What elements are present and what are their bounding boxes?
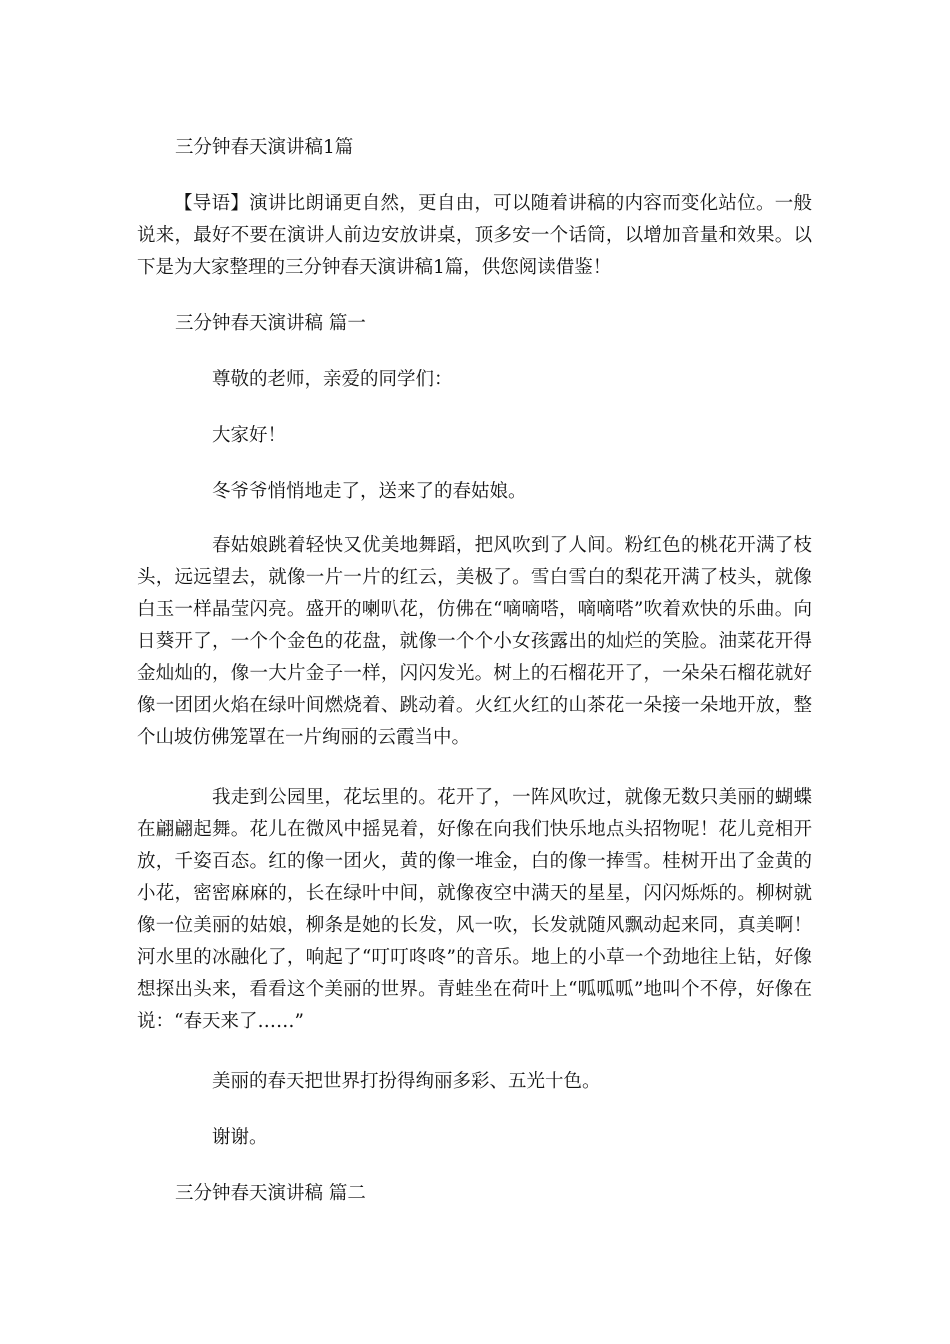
paragraph-winter-leaves: 冬爷爷悄悄地走了，送来了的春姑娘。 <box>212 481 527 502</box>
paragraph-park-walk: 我走到公园里，花坛里的。花开了，一阵风吹过，就像无数只美丽的蝴蝶在翩翩起舞。花儿在微风中摇晃着，好像在向我们快乐地点头招物呢！花儿竞相开放，千姿百态。红的像一团火，黄的像一堆金，白的像一捧雪。桂树开出了金黄的小花，密密麻麻的，长在绿叶中间，就像夜空中满天的星星，闪闪烁烁的。柳树就像一位美丽的姑娘，柳条是她的长发，风一吹，长发就随风飘动起来同，真美啊！河水里的冰融化了，响起了“叮叮咚咚”的音乐。地上的小草一个劲地往上钻，好像想探出头来，看看这个美丽的世界。青蛙坐在荷叶上“呱呱呱”地叫个不停，好像在说：“春天来了……” <box>137 787 812 1032</box>
section-one-heading: 三分钟春天演讲稿 篇一 <box>175 313 366 334</box>
greeting: 大家好！ <box>212 425 287 446</box>
document-title: 三分钟春天演讲稿1篇 <box>175 137 354 158</box>
salutation: 尊敬的老师，亲爱的同学们： <box>212 369 453 390</box>
section-two-heading: 三分钟春天演讲稿 篇二 <box>175 1183 366 1204</box>
paragraph-colorful-spring: 美丽的春天把世界打扮得绚丽多彩、五光十色。 <box>212 1071 601 1092</box>
intro-paragraph: 【导语】演讲比朗诵更自然，更自由，可以随着讲稿的内容而变化站位。一般说来，最好不要在演讲人前边安放讲桌，顶多安一个话筒，以增加音量和效果。以下是为大家整理的三分钟春天演讲稿1篇，供您阅读借鉴！ <box>137 193 812 278</box>
closing-thanks: 谢谢。 <box>212 1127 268 1148</box>
paragraph-spring-flowers: 春姑娘跳着轻快又优美地舞蹈，把风吹到了人间。粉红色的桃花开满了枝头，远远望去，就像一片一片的红云，美极了。雪白雪白的梨花开满了枝头，就像白玉一样晶莹闪亮。盛开的喇叭花，仿佛在“嘀嘀嗒，嘀嘀嗒”吹着欢快的乐曲。向日葵开了，一个个金色的花盘，就像一个个小女孩露出的灿烂的笑脸。油菜花开得金灿灿的，像一大片金子一样，闪闪发光。树上的石榴花开了，一朵朵石榴花就好像一团团火焰在绿叶间燃烧着、跳动着。火红火红的山茶花一朵接一朵地开放，整个山坡仿佛笼罩在一片绚丽的云霞当中。 <box>137 535 812 748</box>
